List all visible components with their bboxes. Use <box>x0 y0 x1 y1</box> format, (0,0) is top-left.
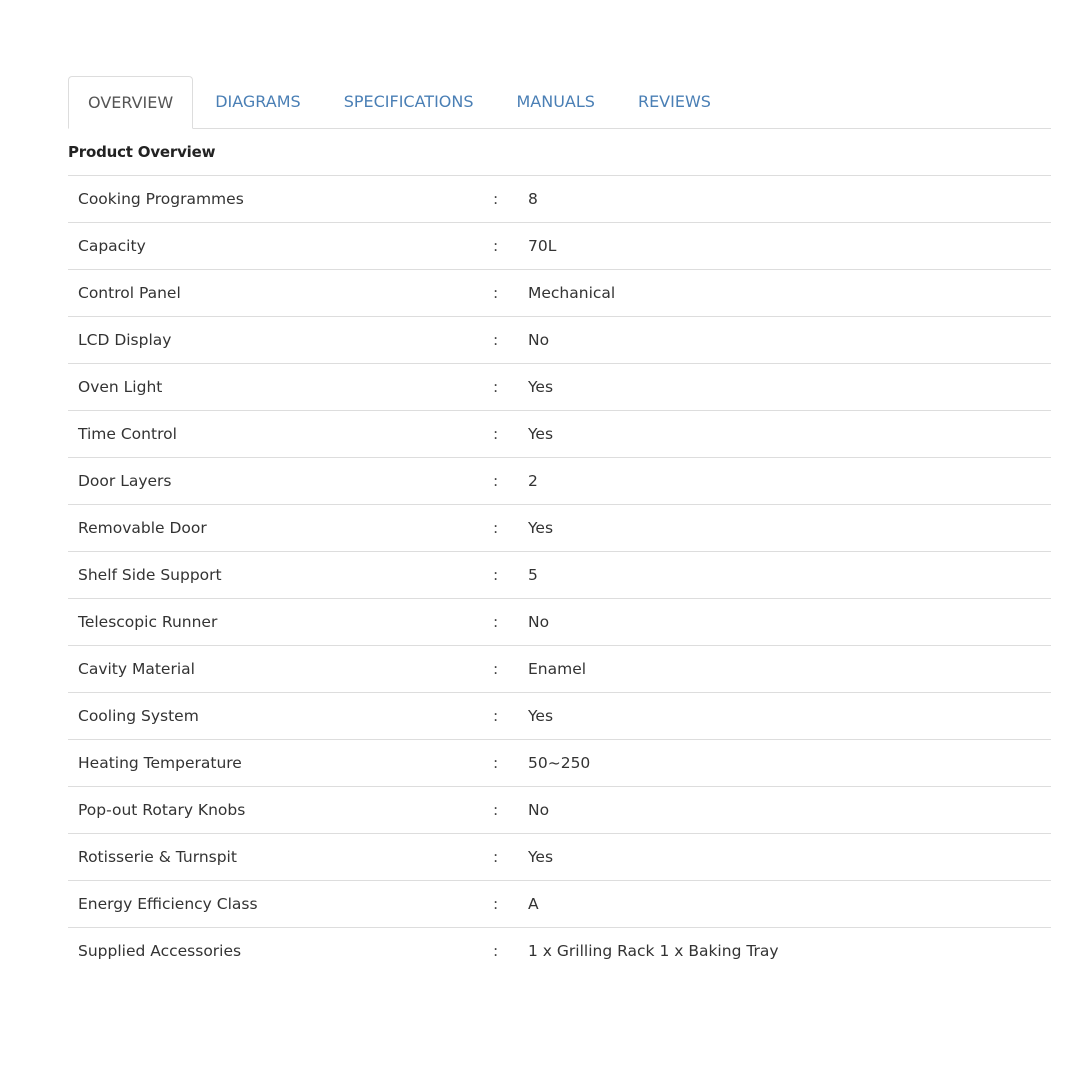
spec-separator: : <box>493 895 499 913</box>
tab-overview[interactable]: OVERVIEW <box>68 76 193 129</box>
spec-value: Yes <box>528 707 554 725</box>
table-row <box>68 364 1051 411</box>
spec-label: Capacity <box>78 237 146 255</box>
spec-value: No <box>528 613 550 631</box>
spec-label: Heating Temperature <box>78 754 242 772</box>
table-row <box>68 505 1051 552</box>
spec-value: 70L <box>528 237 557 255</box>
table-row <box>68 881 1051 928</box>
table-row <box>68 928 1051 975</box>
product-detail-panel <box>68 76 1051 975</box>
spec-value: No <box>528 801 550 819</box>
table-row <box>68 740 1051 787</box>
spec-label: Rotisserie & Turnspit <box>78 848 237 866</box>
spec-label: Time Control <box>78 425 177 443</box>
spec-label: Cooling System <box>78 707 199 725</box>
spec-separator: : <box>493 754 499 772</box>
table-row <box>68 458 1051 505</box>
spec-value: A <box>528 895 539 913</box>
table-row <box>68 223 1051 270</box>
spec-separator: : <box>493 331 499 349</box>
table-row <box>68 552 1051 599</box>
spec-separator: : <box>493 472 499 490</box>
spec-separator: : <box>493 190 499 208</box>
spec-label: LCD Display <box>78 331 172 349</box>
spec-label: Shelf Side Support <box>78 566 222 584</box>
table-row <box>68 176 1051 223</box>
table-row <box>68 787 1051 834</box>
spec-value: Yes <box>528 519 554 537</box>
spec-separator: : <box>493 801 499 819</box>
spec-table <box>68 176 1051 975</box>
spec-separator: : <box>493 284 499 302</box>
spec-label: Supplied Accessories <box>78 942 242 960</box>
table-row <box>68 411 1051 458</box>
spec-separator: : <box>493 566 499 584</box>
tab-manuals[interactable]: MANUALS <box>516 92 595 111</box>
table-row <box>68 317 1051 364</box>
table-row <box>68 646 1051 693</box>
spec-separator: : <box>493 707 499 725</box>
table-row <box>68 270 1051 317</box>
spec-value: Enamel <box>528 660 587 678</box>
tab-bar <box>68 76 1051 129</box>
table-row <box>68 834 1051 881</box>
table-row <box>68 599 1051 646</box>
spec-separator: : <box>493 519 499 537</box>
spec-label: Removable Door <box>78 519 207 537</box>
spec-label: Cooking Programmes <box>78 190 244 208</box>
spec-label: Oven Light <box>78 378 163 396</box>
spec-value: 8 <box>528 190 538 208</box>
tab-reviews[interactable]: REVIEWS <box>637 92 711 111</box>
spec-label: Control Panel <box>78 284 181 302</box>
spec-value: Yes <box>528 378 554 396</box>
spec-label: Cavity Material <box>78 660 195 678</box>
section-title: Product Overview <box>68 129 1051 176</box>
spec-value: 50~250 <box>528 754 591 772</box>
spec-value: 1 x Grilling Rack 1 x Baking Tray <box>528 942 779 960</box>
spec-label: Telescopic Runner <box>78 613 218 631</box>
spec-separator: : <box>493 848 499 866</box>
spec-value: No <box>528 331 550 349</box>
spec-value: Yes <box>528 425 554 443</box>
spec-separator: : <box>493 942 499 960</box>
table-row <box>68 693 1051 740</box>
spec-value: 5 <box>528 566 538 584</box>
tab-specifications[interactable]: SPECIFICATIONS <box>343 92 474 111</box>
spec-separator: : <box>493 660 499 678</box>
spec-separator: : <box>493 378 499 396</box>
spec-value: Mechanical <box>528 284 616 302</box>
spec-label: Pop-out Rotary Knobs <box>78 801 246 819</box>
spec-separator: : <box>493 425 499 443</box>
spec-label: Energy Efficiency Class <box>78 895 258 913</box>
spec-separator: : <box>493 613 499 631</box>
spec-separator: : <box>493 237 499 255</box>
tab-diagrams[interactable]: DIAGRAMS <box>215 92 301 111</box>
spec-value: 2 <box>528 472 538 490</box>
spec-label: Door Layers <box>78 472 172 490</box>
spec-value: Yes <box>528 848 554 866</box>
